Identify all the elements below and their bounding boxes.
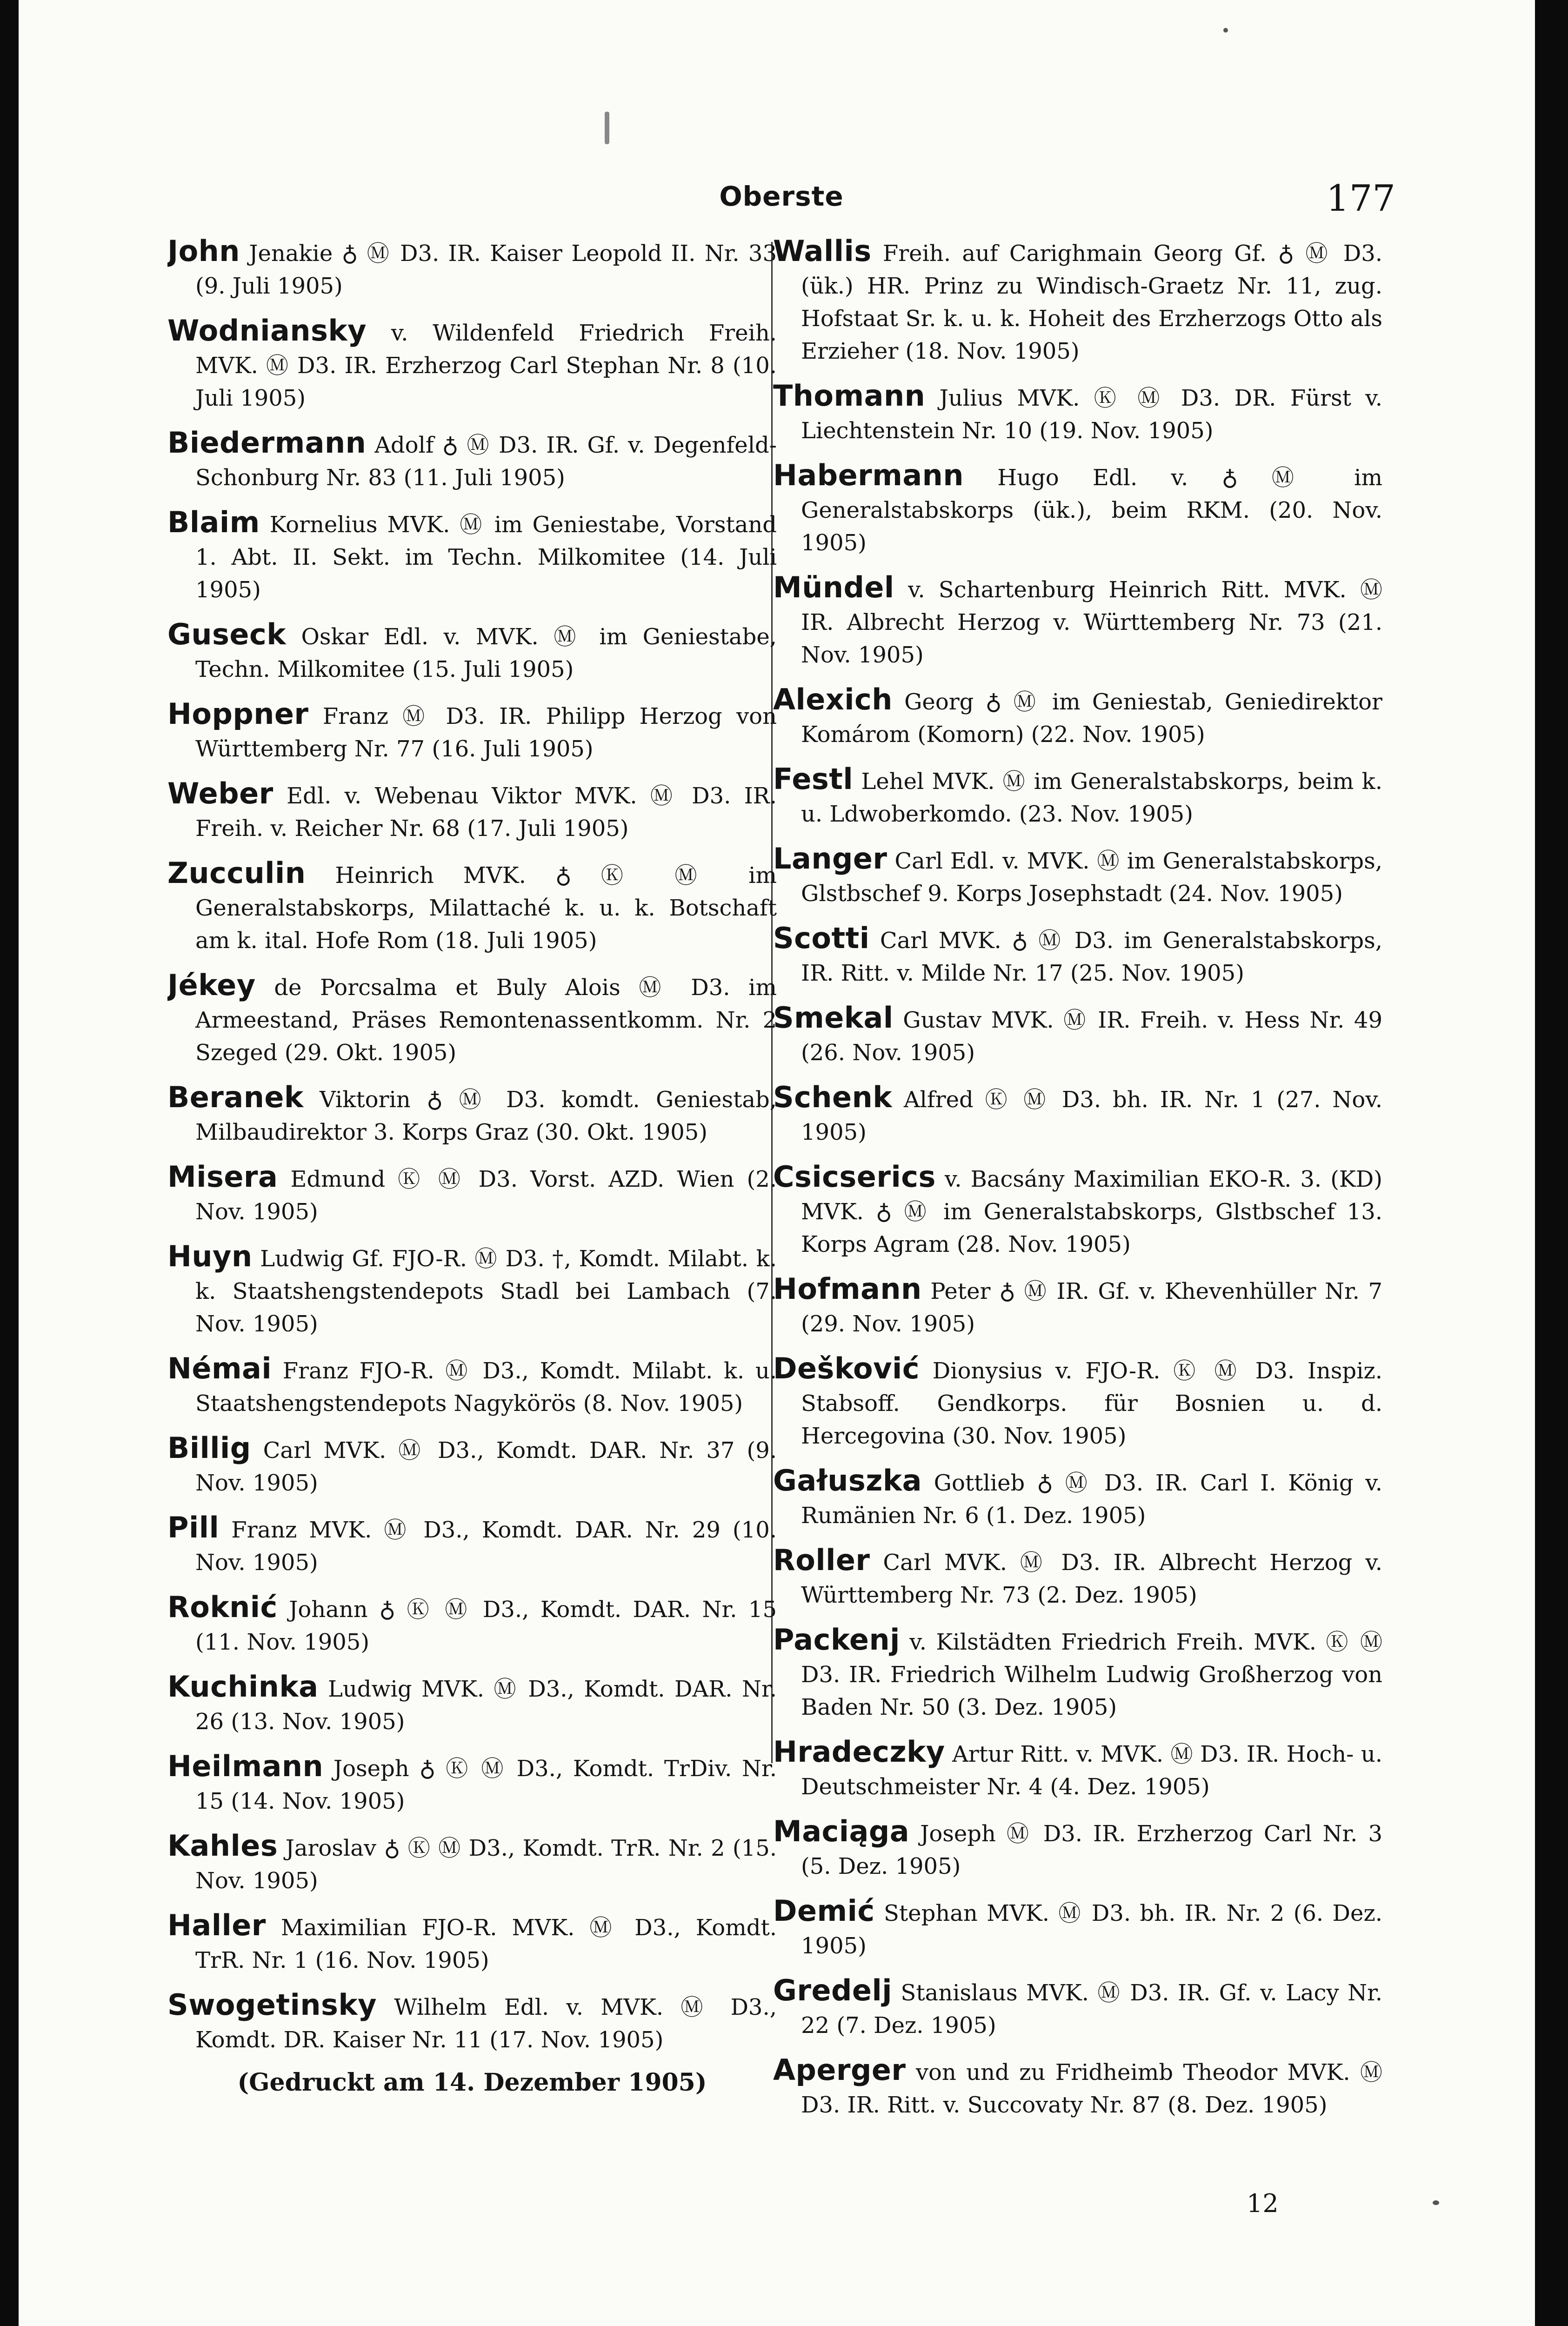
list-item: [773, 922, 1382, 989]
entry-name: Mündel: [773, 570, 894, 604]
entry-name: Scotti: [773, 921, 870, 955]
list-item: [167, 857, 777, 957]
list-item: [167, 1081, 777, 1149]
entry-name: Langer: [773, 842, 887, 876]
entry-text: Ludwig MVK. Ⓜ D3., Komdt. DAR. Nr. 26 (13. Nov. 1905): [195, 1676, 777, 1735]
list-item: [773, 1544, 1382, 1611]
scan-speck: [605, 112, 609, 144]
entry-name: Smekal: [773, 1001, 894, 1035]
list-item: [167, 427, 777, 494]
entry-name: Pill: [167, 1511, 220, 1544]
entry-name: Kahles: [167, 1829, 278, 1863]
entry-text: Joseph ♁ Ⓚ Ⓜ D3., Komdt. TrDiv. Nr. 15 (14. Nov. 1905): [195, 1756, 777, 1814]
list-item: [773, 1974, 1382, 2042]
list-item: [773, 459, 1382, 559]
entry-text: v. Bacsány Maximilian EKO-R. 3. (KD) MVK. ♁ Ⓜ im Generalstabskorps, Glstbschef 13. Korps Agram (28. Nov. 1905): [801, 1166, 1382, 1257]
entry-name: Blaim: [167, 505, 260, 539]
list-item: [773, 380, 1382, 447]
entry-name: Beranek: [167, 1080, 304, 1114]
left-column: [167, 235, 777, 2235]
entry-text: Oskar Edl. v. MVK. Ⓜ im Geniestabe, Techn. Milkomitee (15. Juli 1905): [195, 624, 777, 682]
entry-text: Artur Ritt. v. MVK. Ⓜ D3. IR. Hoch- u. Deutschmeister Nr. 4 (4. Dez. 1905): [801, 1741, 1382, 1800]
list-item: [773, 1161, 1382, 1261]
entry-text: v. Kilstädten Friedrich Freih. MVK. Ⓚ Ⓜ D3. IR. Friedrich Wilhelm Ludwig Großherzog von Baden Nr. 50 (3. Dez. 1905): [801, 1629, 1382, 1720]
entry-text: de Porcsalma et Buly Alois Ⓜ D3. im Armeestand, Präses Remontenassentkomm. Nr. 2 Szeged (29. Okt. 1905): [195, 975, 777, 1066]
entry-text: Carl MVK. Ⓜ D3., Komdt. DAR. Nr. 37 (9. Nov. 1905): [195, 1437, 777, 1496]
entry-name: Gałuszka: [773, 1464, 922, 1497]
list-item: [167, 1750, 777, 1818]
entry-name: Roller: [773, 1543, 870, 1577]
list-item: [773, 683, 1382, 751]
entry-name: Huyn: [167, 1239, 253, 1273]
entry-name: Swogetinsky: [167, 1988, 377, 2022]
entry-text: Kornelius MVK. Ⓜ im Geniestabe, Vorstand 1. Abt. II. Sekt. im Techn. Milkomitee (14. Juli 1905): [195, 512, 777, 603]
page-header: [167, 178, 1395, 220]
list-item: [773, 1002, 1382, 1069]
book-page: [19, 0, 1535, 2326]
entry-name: Billig: [167, 1431, 251, 1465]
entry-text: Peter ♁ Ⓜ IR. Gf. v. Khevenhüller Nr. 7 (29. Nov. 1905): [801, 1278, 1382, 1337]
list-item: [167, 618, 777, 686]
entry-text: Edmund Ⓚ Ⓜ D3. Vorst. AZD. Wien (2. Nov. 1905): [195, 1166, 777, 1225]
entry-text: Stanislaus MVK. Ⓜ D3. IR. Gf. v. Lacy Nr. 22 (7. Dez. 1905): [801, 1980, 1382, 2039]
entry-text: Maximilian FJO-R. MVK. Ⓜ D3., Komdt. TrR. Nr. 1 (16. Nov. 1905): [195, 1915, 777, 1973]
list-item: [167, 969, 777, 1069]
list-item: [773, 571, 1382, 671]
entry-text: v. Wildenfeld Friedrich Freih. MVK. Ⓜ D3. IR. Erzherzog Carl Stephan Nr. 8 (10. Juli 1905): [195, 320, 777, 411]
entry-name: Kuchinka: [167, 1670, 319, 1704]
entry-name: Thomann: [773, 379, 926, 413]
list-item: [167, 1671, 777, 1738]
entry-name: Guseck: [167, 617, 286, 651]
list-item: [773, 1815, 1382, 1883]
entry-name: Biedermann: [167, 426, 367, 460]
list-item: [167, 1161, 777, 1228]
entry-text: Viktorin ♁ Ⓜ D3. komdt. Geniestab, Milbaudirektor 3. Korps Graz (30. Okt. 1905): [195, 1087, 777, 1145]
entry-name: John: [167, 235, 240, 268]
entry-text: Wilhelm Edl. v. MVK. Ⓜ D3., Komdt. DR. Kaiser Nr. 11 (17. Nov. 1905): [195, 1994, 777, 2053]
print-date-note: (Gedruckt am 14. Dezember 1905): [237, 2068, 707, 2097]
list-item: [167, 1352, 777, 1420]
list-item: [167, 314, 777, 414]
entry-name: Hoppner: [167, 697, 309, 731]
list-item: [167, 1830, 777, 1897]
entry-text: Edl. v. Webenau Viktor MVK. Ⓜ D3. IR. Freih. v. Reicher Nr. 68 (17. Juli 1905): [195, 783, 777, 842]
list-item: [773, 1081, 1382, 1149]
entry-name: Habermann: [773, 458, 964, 492]
entry-name: Wodniansky: [167, 314, 367, 348]
list-item: [167, 1989, 777, 2056]
entry-name: Jékey: [167, 968, 256, 1002]
entry-text: Franz FJO-R. Ⓜ D3., Komdt. Milabt. k. u. Staatshengstendepots Nagykörös (8. Nov. 1905): [195, 1358, 777, 1417]
entry-name: Némai: [167, 1351, 272, 1385]
entry-name: Dešković: [773, 1351, 920, 1385]
entry-name: Misera: [167, 1160, 278, 1194]
entry-name: Hofmann: [773, 1272, 922, 1306]
list-item: [167, 698, 777, 765]
entry-text: Carl MVK. Ⓜ D3. IR. Albrecht Herzog v. Württemberg Nr. 73 (2. Dez. 1905): [801, 1550, 1382, 1608]
entry-name: Schenk: [773, 1080, 892, 1114]
sheet-signature: 12: [1247, 2189, 1279, 2218]
entry-text: Franz MVK. Ⓜ D3., Komdt. DAR. Nr. 29 (10. Nov. 1905): [195, 1517, 777, 1576]
entry-text: Gottlieb ♁ Ⓜ D3. IR. Carl I. König v. Rumänien Nr. 6 (1. Dez. 1905): [801, 1470, 1382, 1529]
list-item: [167, 1511, 777, 1579]
entry-text: Alfred Ⓚ Ⓜ D3. bh. IR. Nr. 1 (27. Nov. 1905): [801, 1087, 1382, 1145]
entry-text: Gustav MVK. Ⓜ IR. Freih. v. Hess Nr. 49 (26. Nov. 1905): [801, 1007, 1382, 1066]
list-item: [773, 1464, 1382, 1532]
list-item: [167, 1432, 777, 1499]
entry-text: Stephan MVK. Ⓜ D3. bh. IR. Nr. 2 (6. Dez. 1905): [801, 1900, 1382, 1959]
list-item: [167, 506, 777, 606]
scan-speck: [1433, 2200, 1439, 2205]
entry-text: Franz Ⓜ D3. IR. Philipp Herzog von Württemberg Nr. 77 (16. Juli 1905): [195, 703, 777, 762]
entry-name: Heilmann: [167, 1749, 324, 1783]
entry-text: Georg ♁ Ⓜ im Geniestab, Geniedirektor Komárom (Komorn) (22. Nov. 1905): [801, 689, 1382, 748]
entry-name: Festl: [773, 762, 854, 796]
scan-border: [0, 0, 19, 2326]
list-item: [167, 777, 777, 845]
entry-name: Demić: [773, 1894, 875, 1928]
entry-name: Aperger: [773, 2053, 906, 2087]
entry-text: Jenakie ♁ Ⓜ D3. IR. Kaiser Leopold II. Nr. 33 (9. Juli 1905): [195, 241, 777, 299]
entry-name: Hradeczky: [773, 1735, 945, 1769]
entry-name: Maciąga: [773, 1814, 910, 1848]
scan-speck: [1223, 28, 1228, 33]
list-item: [773, 1624, 1382, 1724]
entry-name: Zucculin: [167, 856, 306, 890]
page-number: 177: [1326, 178, 1395, 220]
list-item: [167, 1909, 777, 1977]
entry-text: Johann ♁ Ⓚ Ⓜ D3., Komdt. DAR. Nr. 15 (11. Nov. 1905): [195, 1597, 777, 1655]
entry-text: Freih. auf Carighmain Georg Gf. ♁ Ⓜ D3. (ük.) HR. Prinz zu Windisch-Graetz Nr. 11, zug. Hofstaat Sr. k. u. k. Hoheit des Erzherzogs Otto als Erzieher (18. Nov. 1905): [801, 241, 1382, 364]
entry-name: Roknić: [167, 1590, 278, 1624]
entry-name: Gredelj: [773, 1973, 892, 2007]
list-item: [167, 1591, 777, 1658]
list-item: [773, 1895, 1382, 1962]
list-item: [773, 1273, 1382, 1340]
list-item: [773, 1736, 1382, 1803]
entry-text: Adolf ♁ Ⓜ D3. IR. Gf. v. Degenfeld-Schonburg Nr. 83 (11. Juli 1905): [195, 432, 777, 491]
list-item: [773, 235, 1382, 368]
entry-text: Joseph Ⓜ D3. IR. Erzherzog Carl Nr. 3 (5. Dez. 1905): [801, 1821, 1382, 1879]
list-item: [773, 1352, 1382, 1452]
entry-text: v. Schartenburg Heinrich Ritt. MVK. Ⓜ IR. Albrecht Herzog v. Württemberg Nr. 73 (21. Nov. 1905): [801, 577, 1382, 668]
entry-name: Haller: [167, 1908, 266, 1942]
list-item: [167, 235, 777, 302]
entry-text: Lehel MVK. Ⓜ im Generalstabskorps, beim k. u. Ldwoberkomdo. (23. Nov. 1905): [801, 769, 1382, 827]
entry-text: Heinrich MVK. ♁ Ⓚ Ⓜ im Generalstabskorps, Milattaché k. u. k. Botschaft am k. ital. Hofe Rom (18. Juli 1905): [195, 862, 777, 954]
entry-text: Jaroslav ♁ Ⓚ Ⓜ D3., Komdt. TrR. Nr. 2 (15. Nov. 1905): [195, 1835, 777, 1894]
entry-name: Csicserics: [773, 1160, 936, 1194]
entry-text: Hugo Edl. v. ♁ Ⓜ im Generalstabskorps (ük.), beim RKM. (20. Nov. 1905): [801, 465, 1382, 556]
entry-text: Ludwig Gf. FJO-R. Ⓜ D3. †, Komdt. Milabt. k. k. Staatshengstendepots Stadl bei Lambach (7. Nov. 1905): [195, 1246, 777, 1337]
list-item: [773, 763, 1382, 830]
running-title: Oberste: [719, 180, 844, 212]
entry-text: Carl Edl. v. MVK. Ⓜ im Generalstabskorps, Glstbschef 9. Korps Josephstadt (24. Nov. 1905): [801, 848, 1382, 907]
entry-name: Weber: [167, 776, 274, 810]
entry-text: Carl MVK. ♁ Ⓜ D3. im Generalstabskorps, IR. Ritt. v. Milde Nr. 17 (25. Nov. 1905): [801, 928, 1382, 986]
entry-name: Packenj: [773, 1623, 900, 1657]
entry-name: Alexich: [773, 682, 893, 716]
entry-text: Julius MVK. Ⓚ Ⓜ D3. DR. Fürst v. Liechtenstein Nr. 10 (19. Nov. 1905): [801, 385, 1382, 444]
list-item: [773, 2054, 1382, 2121]
list-item: [167, 1240, 777, 1340]
right-column: [773, 235, 1382, 2235]
entry-name: Wallis: [773, 235, 872, 268]
entry-text: von und zu Fridheimb Theodor MVK. Ⓜ D3. IR. Ritt. v. Succovaty Nr. 87 (8. Dez. 1905): [801, 2059, 1382, 2118]
entry-text: Dionysius v. FJO-R. Ⓚ Ⓜ D3. Inspiz. Stabsoff. Gendkorps. für Bosnien u. d. Hercegovina (30. Nov. 1905): [801, 1358, 1382, 1449]
list-item: [773, 842, 1382, 910]
